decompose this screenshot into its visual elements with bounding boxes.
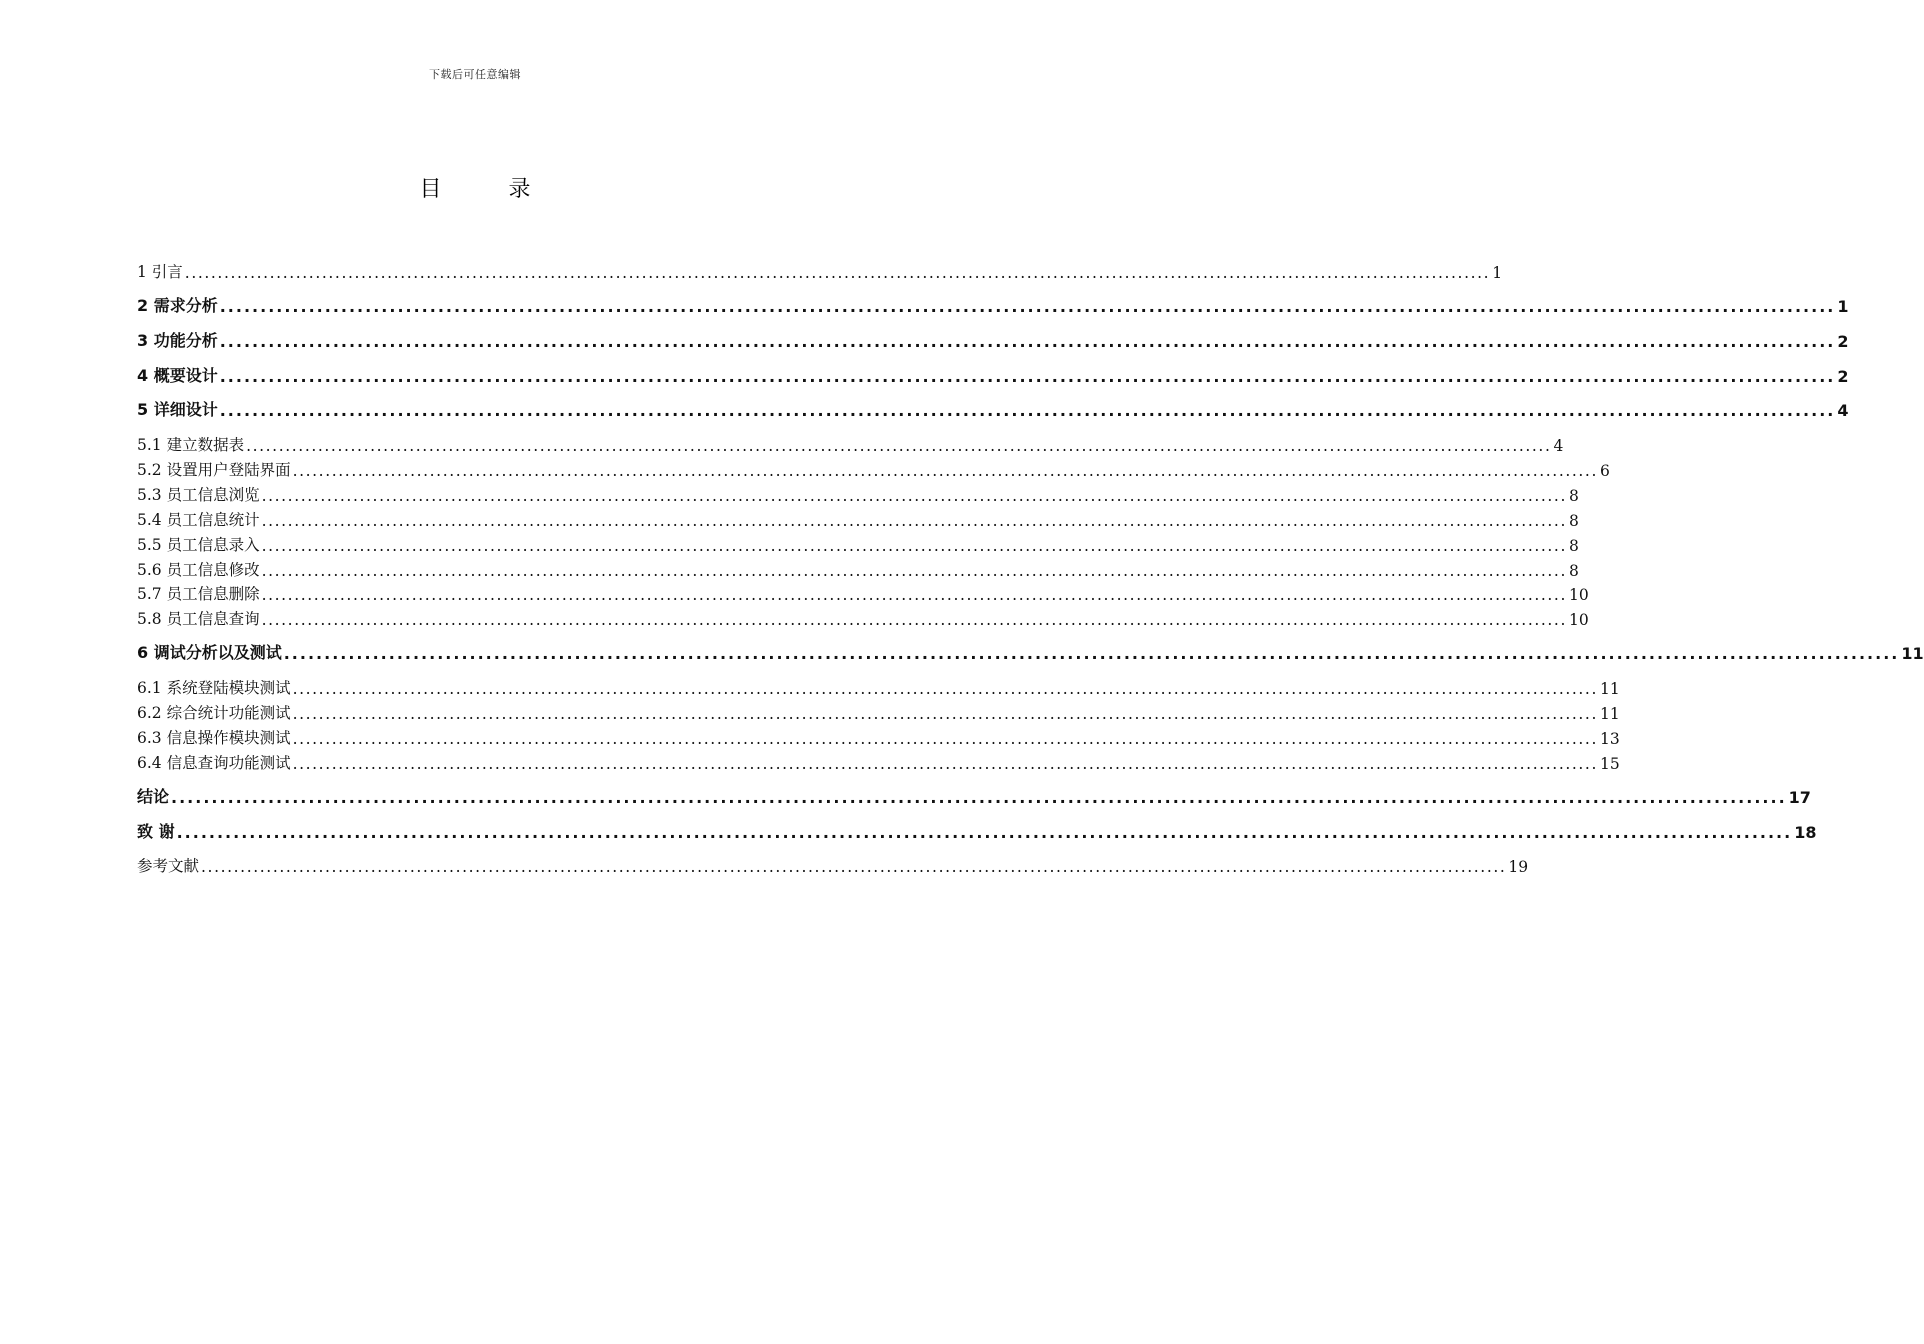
toc-title: 目 录 — [419, 177, 561, 202]
toc-entry[interactable] — [137, 749, 1620, 773]
toc-entry-label: 6 调试分析以及测试 — [137, 643, 282, 662]
toc-entry-label: 5.1 建立数据表 — [137, 436, 245, 454]
toc-entry[interactable] — [137, 783, 1811, 807]
toc-entry-label: 5.4 员工信息统计 — [137, 511, 260, 529]
toc-entry[interactable] — [137, 481, 1579, 505]
toc-dot-leader: ........................................................................................................................................................................................................ — [261, 611, 1567, 629]
toc-entry-page: 10 — [1568, 611, 1589, 629]
toc-entry-label: 5.5 员工信息录入 — [137, 536, 260, 554]
toc-entry-page: 8 — [1568, 562, 1579, 580]
toc-dot-leader: ........................................................................................................................................................................................................ — [219, 332, 1836, 351]
toc-entry-page: 19 — [1508, 858, 1529, 876]
toc-entry[interactable] — [137, 396, 1849, 420]
toc-entry-label: 5.6 员工信息修改 — [137, 561, 260, 579]
header-note: 下载后可任意编辑 — [429, 68, 521, 81]
toc-entry-page: 2 — [1837, 332, 1849, 351]
toc-entry[interactable] — [137, 456, 1610, 480]
toc-entry[interactable] — [137, 556, 1579, 580]
toc-entry-label: 6.2 综合统计功能测试 — [137, 704, 291, 722]
toc-entry-page: 8 — [1568, 512, 1579, 530]
toc-dot-leader: ........................................................................................................................................................................................................ — [261, 537, 1567, 555]
toc-entry-page: 2 — [1837, 367, 1849, 386]
toc-entry[interactable] — [137, 818, 1817, 842]
toc-entry[interactable] — [137, 674, 1620, 698]
toc-entry-page: 8 — [1568, 537, 1579, 555]
toc-entry-label: 结论 — [137, 787, 170, 806]
toc-entry[interactable] — [137, 580, 1589, 604]
toc-dot-leader: ........................................................................................................................................................................................................ — [201, 858, 1507, 876]
toc-dot-leader: ........................................................................................................................................................................................................ — [292, 462, 1598, 480]
toc-entry-label: 4 概要设计 — [137, 366, 218, 385]
toc-entry-label: 5.3 员工信息浏览 — [137, 486, 260, 504]
toc-entry[interactable] — [137, 639, 1924, 663]
toc-dot-leader: ........................................................................................................................................................................................................ — [219, 297, 1836, 316]
toc-entry-label: 6.1 系统登陆模块测试 — [137, 679, 291, 697]
toc-entry[interactable] — [137, 852, 1529, 876]
toc-entry-page: 18 — [1794, 823, 1817, 842]
toc-entry[interactable] — [137, 699, 1620, 723]
toc-entry-page: 10 — [1568, 586, 1589, 604]
toc-dot-leader: ........................................................................................................................................................................................................ — [261, 586, 1567, 604]
toc-entry[interactable] — [137, 506, 1579, 530]
toc-dot-leader: ........................................................................................................................................................................................................ — [176, 823, 1793, 842]
toc-entry-page: 15 — [1599, 755, 1620, 773]
toc-dot-leader: ........................................................................................................................................................................................................ — [184, 264, 1491, 282]
toc-entry-page: 17 — [1788, 788, 1811, 807]
toc-entry[interactable] — [137, 362, 1849, 386]
toc-dot-leader: ........................................................................................................................................................................................................ — [261, 487, 1567, 505]
toc-entry[interactable] — [137, 292, 1849, 316]
toc-entry-label: 5.7 员工信息删除 — [137, 585, 260, 603]
toc-dot-leader: ........................................................................................................................................................................................................ — [292, 705, 1598, 723]
toc-dot-leader: ........................................................................................................................................................................................................ — [171, 788, 1787, 807]
toc-dot-leader: ........................................................................................................................................................................................................ — [246, 437, 1552, 455]
toc-entry-label: 3 功能分析 — [137, 331, 218, 350]
toc-entry[interactable] — [137, 531, 1579, 555]
toc-entry-label: 2 需求分析 — [137, 296, 218, 315]
toc-dot-leader: ........................................................................................................................................................................................................ — [292, 730, 1598, 748]
toc-entry-page: 4 — [1553, 437, 1564, 455]
toc-dot-leader: ........................................................................................................................................................................................................ — [261, 512, 1567, 530]
toc-entry-page: 8 — [1568, 487, 1579, 505]
toc-entry-label: 5.8 员工信息查询 — [137, 610, 260, 628]
toc-entry-label: 5 详细设计 — [137, 400, 218, 419]
toc-entry-label: 致 谢 — [137, 822, 175, 841]
toc-entry-page: 11 — [1901, 644, 1924, 663]
toc-entry[interactable] — [137, 327, 1849, 351]
toc-entry-page: 11 — [1599, 705, 1620, 723]
toc-entry-page: 6 — [1599, 462, 1610, 480]
toc-entry-label: 参考文献 — [137, 857, 200, 875]
toc-entry-page: 11 — [1599, 680, 1620, 698]
toc-entry-page: 1 — [1492, 264, 1503, 282]
toc-dot-leader: ........................................................................................................................................................................................................ — [219, 401, 1836, 420]
toc-entry[interactable] — [137, 258, 1503, 282]
toc-dot-leader: ........................................................................................................................................................................................................ — [292, 680, 1598, 698]
toc-entry-label: 5.2 设置用户登陆界面 — [137, 461, 291, 479]
toc-dot-leader: ........................................................................................................................................................................................................ — [261, 562, 1567, 580]
toc-entry[interactable] — [137, 724, 1620, 748]
toc-entry-page: 1 — [1837, 297, 1849, 316]
toc-dot-leader: ........................................................................................................................................................................................................ — [283, 644, 1900, 663]
toc-entry-page: 13 — [1599, 730, 1620, 748]
toc-entry[interactable] — [137, 431, 1564, 455]
toc-dot-leader: ........................................................................................................................................................................................................ — [292, 755, 1598, 773]
toc-entry[interactable] — [137, 605, 1589, 629]
toc-dot-leader: ........................................................................................................................................................................................................ — [219, 367, 1836, 386]
toc-entry-label: 6.3 信息操作模块测试 — [137, 729, 291, 747]
toc-entry-label: 6.4 信息查询功能测试 — [137, 754, 291, 772]
toc-entry-page: 4 — [1837, 401, 1849, 420]
toc-entry-label: 1 引言 — [137, 263, 183, 281]
